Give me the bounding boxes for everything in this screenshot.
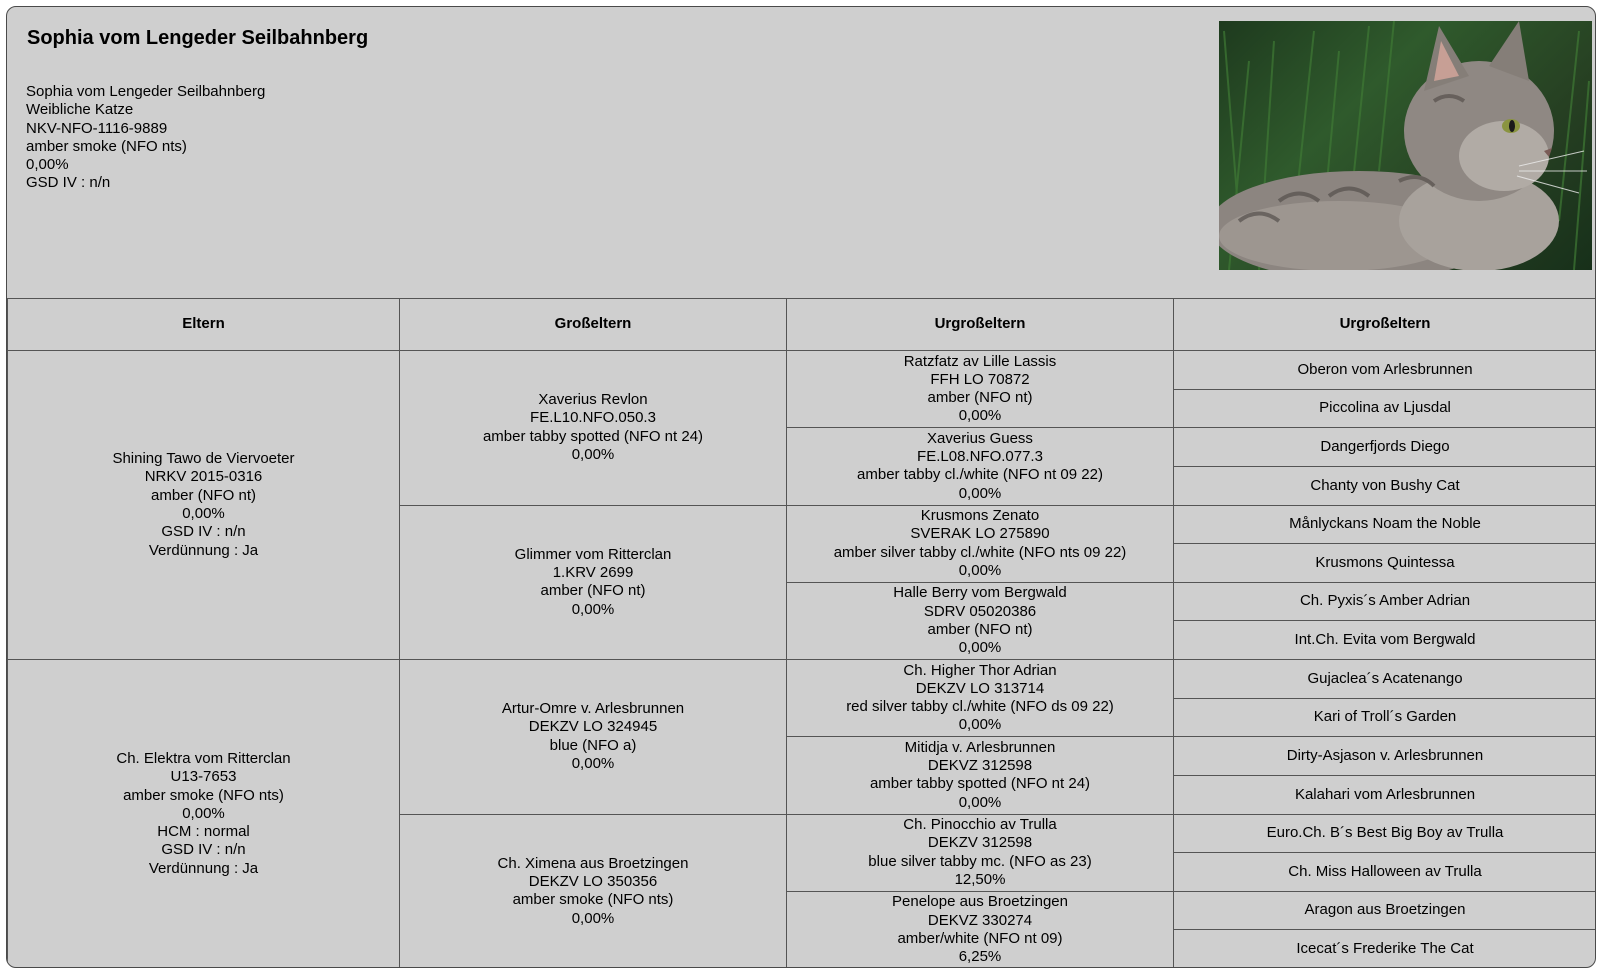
cat-registration: NKV-NFO-1116-9889 <box>26 119 168 137</box>
great-great-grandparent-cell: Piccolina av Ljusdal <box>1174 389 1597 428</box>
great-grandparent-cell <box>787 660 1174 737</box>
great-grandparent-line: FE.L08.NFO.077.3 <box>917 448 1043 466</box>
great-grandparent-line: FFH LO 70872 <box>930 370 1030 388</box>
great-grandparent-cell <box>787 582 1174 659</box>
pedigree-row <box>8 660 1597 699</box>
cat-info <box>26 83 265 193</box>
parent-line: 0,00% <box>182 804 225 822</box>
great-grandparent-line: Ch. Pinocchio av Trulla <box>903 816 1057 834</box>
great-grandparent-line: 0,00% <box>958 716 1002 734</box>
great-grandparent-line: Ratzfatz av Lille Lassis <box>903 352 1057 370</box>
great-great-grandparent-cell: Ch. Pyxis´s Amber Adrian <box>1174 582 1597 621</box>
great-great-grandparent-cell: Gujaclea´s Acatenango <box>1174 660 1597 699</box>
parent-line: HCM : normal <box>157 823 250 841</box>
great-grandparent-line: red silver tabby cl./white (NFO ds 09 22) <box>846 698 1114 716</box>
great-grandparent-line: DEKZV 312598 <box>927 834 1033 852</box>
grandparent-line: 1.KRV 2699 <box>552 563 634 581</box>
great-great-grandparent-cell: Kalahari vom Arlesbrunnen <box>1174 775 1597 814</box>
parent-cell <box>8 351 400 660</box>
great-grandparent-line: 0,00% <box>958 484 1002 502</box>
great-grandparent-line: 6,25% <box>958 948 1002 966</box>
parent-line: Ch. Elektra vom Ritterclan <box>116 749 291 767</box>
grandparent-line: Artur-Omre v. Arlesbrunnen <box>501 700 685 718</box>
great-great-grandparent-cell: Dangerfjords Diego <box>1174 428 1597 467</box>
great-great-grandparent-cell: Ch. Miss Halloween av Trulla <box>1174 853 1597 892</box>
great-grandparent-line: amber (NFO nt) <box>927 620 1033 638</box>
parent-line: Verdünnung : Ja <box>148 541 259 559</box>
grandparent-line: 0,00% <box>571 909 615 927</box>
pedigree-card <box>6 6 1596 968</box>
parent-line: amber (NFO nt) <box>150 486 256 504</box>
grandparent-cell <box>400 351 787 506</box>
grandparent-line: Ch. Ximena aus Broetzingen <box>497 854 689 872</box>
great-grandparent-line: SDRV 05020386 <box>923 602 1037 620</box>
great-grandparent-line: amber silver tabby cl./white (NFO nts 09 22) <box>833 543 1127 561</box>
pedigree-table <box>7 298 1596 968</box>
great-grandparent-line: DEKZV LO 313714 <box>915 679 1045 697</box>
great-grandparent-line: SVERAK LO 275890 <box>910 525 1050 543</box>
great-great-grandparent-cell: Int.Ch. Evita vom Bergwald <box>1174 621 1597 660</box>
great-grandparent-cell <box>787 428 1174 505</box>
great-grandparent-cell <box>787 737 1174 814</box>
great-grandparent-line: 0,00% <box>958 639 1002 657</box>
great-grandparent-line: Mitidja v. Arlesbrunnen <box>904 738 1056 756</box>
grandparent-line: blue (NFO a) <box>549 736 637 754</box>
great-grandparent-line: Xaverius Guess <box>927 429 1033 447</box>
column-header-great-grandparents: Urgroßeltern <box>787 299 1174 351</box>
grandparent-line: 0,00% <box>571 600 615 618</box>
great-grandparent-line: 12,50% <box>954 870 1006 888</box>
great-grandparent-line: blue silver tabby mc. (NFO as 23) <box>868 852 1092 870</box>
great-grandparent-line: amber tabby spotted (NFO nt 24) <box>869 775 1091 793</box>
grandparent-line: amber tabby spotted (NFO nt 24) <box>482 427 704 445</box>
great-great-grandparent-cell: Kari of Troll´s Garden <box>1174 698 1597 737</box>
great-grandparent-line: Krusmons Zenato <box>920 507 1040 525</box>
great-great-grandparent-cell: Dirty-Asjason v. Arlesbrunnen <box>1174 737 1597 776</box>
great-grandparent-line: Ch. Higher Thor Adrian <box>903 661 1057 679</box>
great-grandparent-cell <box>787 351 1174 428</box>
grandparent-cell <box>400 814 787 968</box>
great-grandparent-cell <box>787 891 1174 968</box>
great-grandparent-cell <box>787 505 1174 582</box>
grandparent-line: DEKZV LO 324945 <box>528 718 658 736</box>
great-great-grandparent-cell: Krusmons Quintessa <box>1174 544 1597 583</box>
cat-color: amber smoke (NFO nts) <box>26 137 187 155</box>
parent-line: Verdünnung : Ja <box>148 859 259 877</box>
parent-line: U13-7653 <box>170 768 237 786</box>
great-great-grandparent-cell: Aragon aus Broetzingen <box>1174 891 1597 930</box>
great-great-grandparent-cell: Euro.Ch. B´s Best Big Boy av Trulla <box>1174 814 1597 853</box>
grandparent-line: 0,00% <box>571 446 615 464</box>
grandparent-line: Xaverius Revlon <box>538 391 648 409</box>
great-grandparent-line: DEKVZ 312598 <box>927 757 1033 775</box>
grandparent-line: FE.L10.NFO.050.3 <box>530 409 656 427</box>
cat-gsd-status: GSD IV : n/n <box>26 174 111 192</box>
great-grandparent-line: amber tabby cl./white (NFO nt 09 22) <box>857 466 1103 484</box>
cat-name: Sophia vom Lengeder Seilbahnberg <box>26 83 266 100</box>
parent-line: GSD IV : n/n <box>161 523 246 541</box>
grandparent-cell <box>400 660 787 815</box>
parent-line: amber smoke (NFO nts) <box>123 786 284 804</box>
great-grandparent-line: amber (NFO nt) <box>927 389 1033 407</box>
great-grandparent-line: 0,00% <box>958 407 1002 425</box>
grandparent-line: Glimmer vom Ritterclan <box>514 545 672 563</box>
great-grandparent-line: amber/white (NFO nt 09) <box>897 929 1063 947</box>
great-grandparent-line: 0,00% <box>958 793 1002 811</box>
column-header-grandparents: Großeltern <box>400 299 787 351</box>
parent-cell <box>8 660 400 969</box>
great-grandparent-line: Penelope aus Broetzingen <box>892 893 1068 911</box>
great-grandparent-line: 0,00% <box>958 561 1002 579</box>
parent-line: GSD IV : n/n <box>161 841 246 859</box>
great-great-grandparent-cell: Chanty von Bushy Cat <box>1174 466 1597 505</box>
great-grandparent-line: Halle Berry vom Bergwald <box>893 584 1067 602</box>
grandparent-line: amber smoke (NFO nts) <box>512 891 674 909</box>
cat-header <box>7 7 1595 298</box>
grandparent-line: DEKZV LO 350356 <box>528 872 658 890</box>
column-header-great-great-grandparents: Urgroßeltern <box>1174 299 1597 351</box>
pedigree-header-row <box>8 299 1597 351</box>
great-great-grandparent-cell: Oberon vom Arlesbrunnen <box>1174 351 1597 390</box>
great-grandparent-line: DEKVZ 330274 <box>927 911 1033 929</box>
pedigree-row <box>8 351 1597 390</box>
page-title: Sophia vom Lengeder Seilbahnberg <box>27 27 369 49</box>
great-grandparent-cell <box>787 814 1174 891</box>
cat-inbreeding: 0,00% <box>26 156 69 174</box>
parent-line: NRKV 2015-0316 <box>144 468 263 486</box>
grandparent-cell <box>400 505 787 660</box>
parent-line: Shining Tawo de Viervoeter <box>112 450 295 468</box>
great-great-grandparent-cell: Månlyckans Noam the Noble <box>1174 505 1597 544</box>
parent-line: 0,00% <box>182 505 225 522</box>
cat-sex: Weibliche Katze <box>26 101 134 119</box>
grandparent-line: amber (NFO nt) <box>540 582 646 600</box>
grandparent-line: 0,00% <box>571 755 615 773</box>
column-header-parents: Eltern <box>8 299 400 351</box>
cat-photo <box>1219 21 1592 270</box>
great-great-grandparent-cell: Icecat´s Frederike The Cat <box>1174 930 1597 968</box>
